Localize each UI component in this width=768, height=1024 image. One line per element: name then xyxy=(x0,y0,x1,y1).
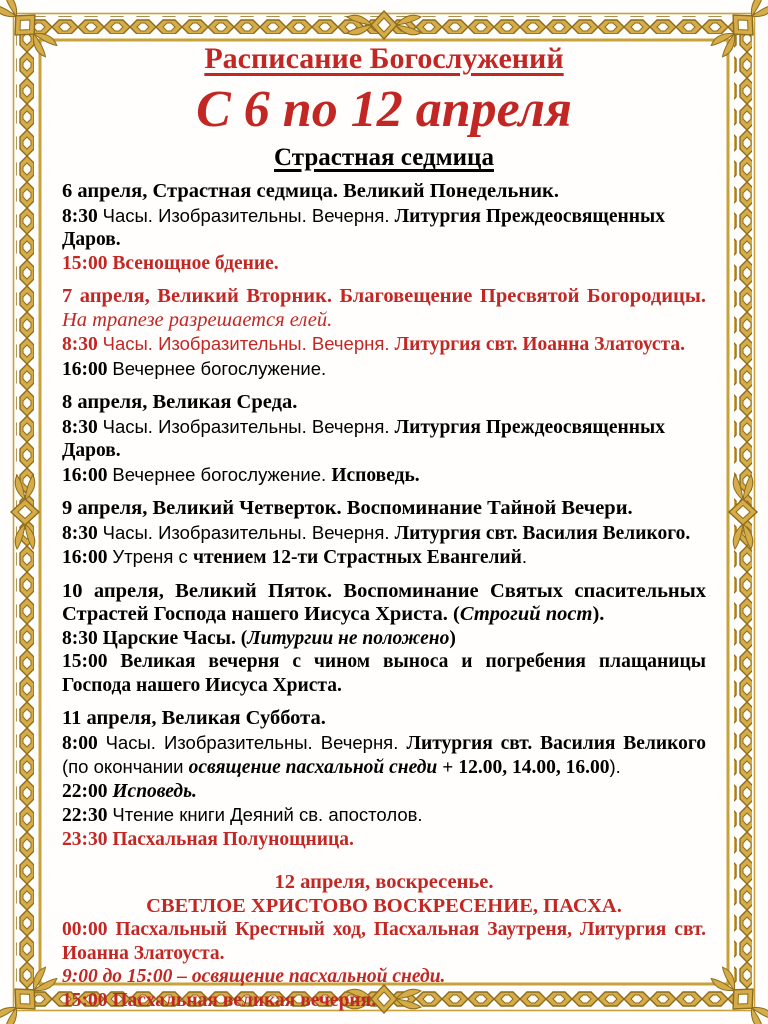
text-run: 8 апреля, Великая Среда. xyxy=(62,391,298,413)
text-run: 11 апреля, Великая Суббота. xyxy=(62,707,326,729)
text-run: ). xyxy=(592,603,605,625)
day-heading xyxy=(62,285,706,332)
text-run: Исповедь. xyxy=(331,464,420,486)
time-label: 22:00 xyxy=(62,780,113,802)
text-run: 10 апреля, Великий Пяток. Воспоминание Святых спасительных Страстей Господа нашего Иисуса Христа. ( xyxy=(62,579,706,625)
service-line xyxy=(62,627,706,651)
text-run: СВЕТЛОЕ ХРИСТОВО ВОСКРЕСЕНИЕ, ПАСХА. xyxy=(146,894,622,917)
text-run: 6 апреля, Страстная седмица. Великий Понедельник. xyxy=(62,180,559,202)
text-run: чтением 12-ти Страстных Евангелий xyxy=(192,547,522,568)
text-run: Литургии не положено xyxy=(247,627,450,649)
day-heading xyxy=(62,497,706,521)
time-label: 8:30 xyxy=(62,522,103,544)
text-run: Утреня с xyxy=(112,546,193,567)
time-label: 8:30 Царские Часы. ( xyxy=(62,627,248,649)
service-line xyxy=(62,965,706,989)
service-line xyxy=(62,989,706,1013)
service-line xyxy=(62,357,706,382)
service-line xyxy=(62,521,706,546)
service-line xyxy=(62,415,706,463)
text-run: ) xyxy=(449,627,456,649)
text-run: Вечернее богослужение. xyxy=(112,357,327,379)
text-run: Часы. Изобразительны. Вечерня. xyxy=(105,731,407,753)
service-line xyxy=(62,545,706,570)
service-line xyxy=(62,780,706,804)
text-run: ). xyxy=(609,756,621,777)
text-run: 15:00 Всенощное бдение. xyxy=(62,252,279,274)
time-label: 8:30 xyxy=(62,205,103,227)
service-line xyxy=(62,803,706,828)
day-block-april-6 xyxy=(62,180,706,275)
text-run: 00:00 Пасхальный Крестный ход, Пасхальная Заутреня, Литургия свт. Иоанна Златоуста. xyxy=(62,919,706,964)
time-label: 16:00 xyxy=(62,464,113,486)
day-block-april-11 xyxy=(62,707,706,851)
text-run: 7 апреля, Великий Вторник. Благовещение Пресвятой Богородицы. xyxy=(62,285,706,307)
text-run: Часы. Изобразительны. Вечерня. xyxy=(102,415,395,437)
text-run: 9 апреля, Великий Четверток. Воспоминание Тайной Вечери. xyxy=(62,497,633,519)
day-block-april-7 xyxy=(62,285,706,381)
day-block-april-8 xyxy=(62,391,706,487)
text-run: Часы. Изобразительны. Вечерня. xyxy=(102,204,395,226)
service-line xyxy=(62,828,706,852)
text-run: освящение пасхальной снеди xyxy=(188,757,438,778)
text-run: (по окончании xyxy=(62,756,189,777)
day-block-april-10 xyxy=(62,580,706,698)
time-label: 16:00 xyxy=(62,358,113,380)
text-run: 15:00 Пасхальная великая вечерня. xyxy=(62,989,377,1011)
day-block-april-12 xyxy=(62,871,706,1012)
day-heading xyxy=(62,580,706,627)
day-heading xyxy=(62,391,706,415)
text-run: Часы. Изобразительны. Вечерня. xyxy=(102,521,395,543)
text-run: Строгий пост xyxy=(459,603,593,625)
text-run: Вечернее богослужение. xyxy=(112,463,332,485)
text-run: + xyxy=(437,756,459,777)
text-run: Литургия свт. Иоанна Златоуста. xyxy=(394,334,685,355)
text-run: 12.00, 14.00, 16.00 xyxy=(458,757,610,778)
text-run: 12 апреля, воскресенье. xyxy=(274,871,494,893)
text-run: Исповедь. xyxy=(112,780,197,802)
text-run: Литургия свт. Василия Великого. xyxy=(394,522,691,544)
day-heading xyxy=(62,871,706,895)
text-run: Часы. Изобразительны. Вечерня. xyxy=(102,333,395,354)
text-run: 23:30 Пасхальная Полунощница. xyxy=(62,828,354,850)
time-label: 8:00 xyxy=(62,732,106,754)
service-line xyxy=(62,650,706,697)
schedule-content xyxy=(62,42,706,1012)
time-label: 16:00 xyxy=(62,547,113,568)
text-run: 9:00 до 15:00 – освящение пасхальной снеди. xyxy=(62,966,446,987)
text-run: . xyxy=(521,546,528,567)
text-run: Литургия свт. Василия Великого xyxy=(406,732,706,754)
service-line xyxy=(62,252,706,276)
text-run: 15:00 Великая вечерня с чином выноса и погребения плащаницы Господа нашего Иисуса Христа. xyxy=(62,651,706,696)
day-heading xyxy=(62,180,706,204)
easter-heading xyxy=(62,895,706,919)
text-run: На трапезе разрешается елей. xyxy=(62,308,333,331)
date-range-title: С 6 по 12 апреля xyxy=(196,81,572,138)
service-line xyxy=(62,731,706,780)
time-label: 8:30 xyxy=(62,334,103,355)
day-block-april-9 xyxy=(62,497,706,570)
day-heading xyxy=(62,707,706,731)
service-line xyxy=(62,918,706,965)
service-line xyxy=(62,204,706,252)
page-title: Расписание Богослужений xyxy=(204,42,564,75)
text-run: Чтение книги Деяний св. апостолов. xyxy=(112,804,423,825)
text-run: Литургия Преждеосвященных Даров. xyxy=(62,205,665,250)
text-run: Литургия Преждеосвященных Даров. xyxy=(62,416,665,461)
service-line xyxy=(62,332,706,357)
service-line xyxy=(62,463,706,488)
time-label: 22:30 xyxy=(62,805,113,826)
week-title: Страстная седмица xyxy=(274,144,494,171)
time-label: 8:30 xyxy=(62,416,103,438)
